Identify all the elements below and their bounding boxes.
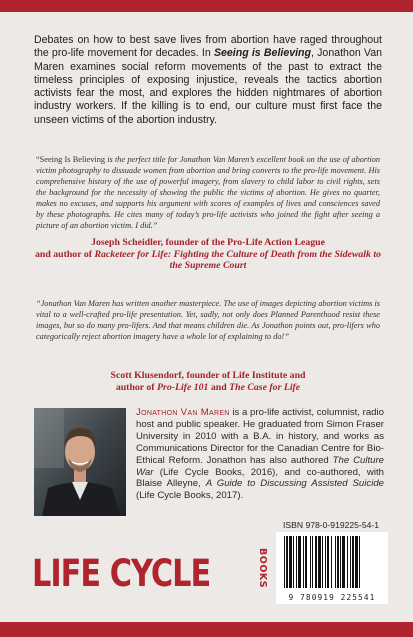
quote-title-phrase: “Seeing Is Believing — [36, 155, 105, 164]
barcode-bar — [315, 536, 317, 588]
publisher-logo-text: LIFE CYCLE — [32, 552, 211, 595]
barcode-bar — [318, 536, 321, 588]
barcode-bar — [325, 536, 326, 588]
top-accent-bar — [0, 0, 413, 12]
author-photo — [34, 408, 126, 516]
bio-book-title-1: The Culture War — [136, 454, 385, 478]
attribution-book-title-1: Pro-Life 101 — [157, 381, 209, 393]
barcode-bar — [284, 536, 285, 588]
blurb-text-end: , Jonathon Van Maren examines social reform movements of the past to extract the timeless principles of exposing injustice, reveals the tactics abortion activists fear the most, and explores the hidden nightmares of abortion industry workers. If the killing is to end, our culture must first face the unseen victims of the abortion industry. — [34, 47, 382, 126]
publisher-logo-subtext: BOOKS — [257, 548, 268, 589]
endorsement-attribution-scheidler — [30, 237, 386, 272]
bottom-accent-bar — [0, 622, 413, 637]
bio-book-title-2: A Guide to Discussing Assisted Suicide — [205, 478, 385, 490]
endorsement-attribution-klusendorf — [30, 370, 386, 393]
barcode-bar — [322, 536, 323, 588]
barcode-bar — [355, 536, 358, 588]
barcode-number: 9 780919 225541 — [288, 593, 376, 602]
barcode-bar — [350, 536, 351, 588]
bio-text-2: (Life Cycle Books, 2016), and co-authored, with Blaise Alleyne, — [136, 466, 384, 490]
barcode-bar — [303, 536, 304, 588]
attribution-conjunction: and — [208, 381, 230, 393]
barcode-bars — [276, 532, 388, 592]
attribution-prefix: author of — [115, 381, 158, 393]
attribution-book-title: Racketeer for Life: Fighting the Culture of Death from the Sidewalk to the Supreme Court — [94, 248, 381, 271]
endorsement-quote-klusendorf: “Jonathon Van Maren has written another masterpiece. The use of images depicting abortion victims is vital to a well-crafted pro-life presentation. Yet, sadly, not only does Planned Parenthood resist these images, but so do many pro-lifers. And that means children die. As Jonathon points out, pro-lifers who categorically reject abortion imagery have a whole lot of explaining to do!” — [36, 299, 380, 341]
attribution-name-line: Scott Klusendorf, founder of Life Institute and — [110, 370, 306, 381]
barcode-bar — [347, 536, 348, 588]
barcode-bar — [293, 536, 294, 588]
barcode-bar — [312, 536, 313, 588]
quote-body: is the perfect title for Jonathon Van Maren’s excellent book on the use of abortion victim photography to dissuade women from abortion and bring converts to the pro-life movement. His comprehensive history of the use of powerful imagery, from slavery to child labor to civil rights, sets the background for the necessity of showing the public the victims of abortion. He gives no quarter, makes no excuses, and supports his argument with scores of examples of lives and consciences saved by these photographs. He cites many of today’s pro-life activists who joined the fight after seeing a picture of an abortion victim. I did.” — [36, 155, 381, 230]
isbn-barcode — [276, 532, 388, 604]
barcode-bar — [289, 536, 292, 588]
barcode-bar — [286, 536, 288, 588]
barcode-bar — [342, 536, 345, 588]
barcode-bar — [298, 536, 301, 588]
barcode-bar — [310, 536, 311, 588]
barcode-bar — [296, 536, 297, 588]
attribution-book-line — [30, 382, 386, 394]
bio-text-3: (Life Cycle Books, 2017). — [136, 490, 244, 502]
attribution-name-line: Joseph Scheidler, founder of the Pro-Life Action League — [91, 237, 325, 248]
blurb-book-title: Seeing is Believing — [213, 47, 311, 60]
barcode-bar — [331, 536, 332, 588]
attribution-book-title-2: The Case for Life — [229, 381, 301, 393]
bio-text-1: is a pro-life activist, columnist, radio host and public speaker. He graduated from Simon Fraser University in 2010 with a B.A. in history, and works as Communications Director for the Canadian Centre for Bio-Ethical Reform. Jonathon has also authored — [136, 407, 384, 466]
attribution-prefix: and author of — [35, 248, 95, 260]
barcode-bar — [359, 536, 360, 588]
blurb-text-start: Debates on how to best save lives from abortion have raged throughout the pro-life movement for decades. In — [34, 34, 382, 60]
barcode-bar — [340, 536, 341, 588]
barcode-bar — [327, 536, 329, 588]
barcode-bar — [337, 536, 339, 588]
attribution-book-line — [30, 249, 386, 272]
isbn-label: ISBN 978-0-919225-54-1 — [283, 520, 380, 530]
author-portrait-illustration — [34, 408, 126, 516]
author-name: Jonathon Van Maren — [136, 407, 230, 418]
author-bio — [136, 407, 384, 502]
barcode-bar — [352, 536, 354, 588]
endorsement-quote-scheidler — [36, 154, 380, 231]
barcode-bar — [335, 536, 336, 588]
back-cover-blurb — [34, 34, 382, 127]
barcode-bar — [305, 536, 307, 588]
